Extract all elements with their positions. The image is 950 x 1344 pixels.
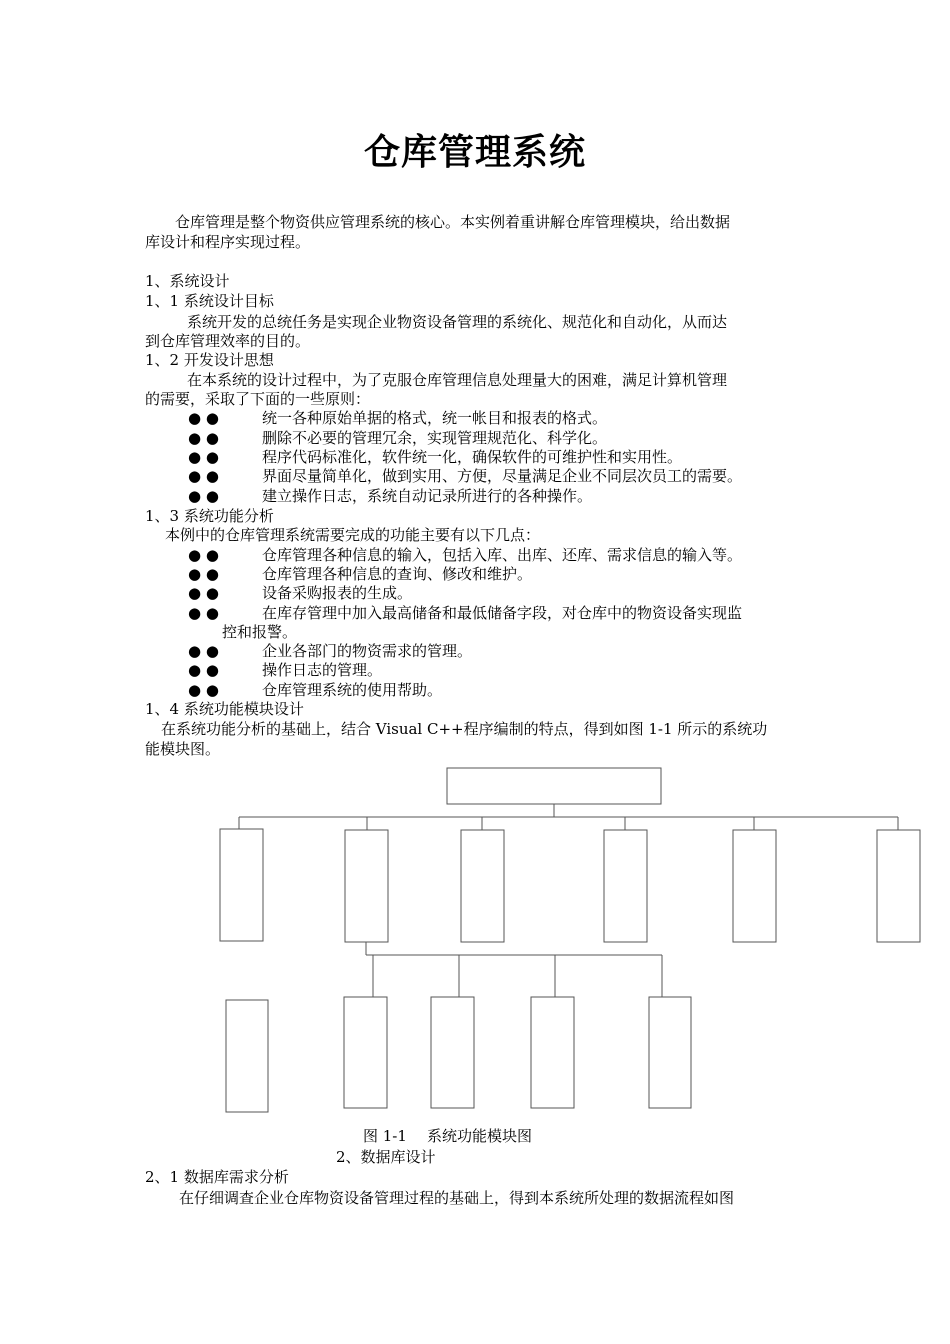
list-item: ● ● 仓库管理各种信息的输入，包括入库、出库、还库、需求信息的输入等。 (188, 546, 743, 564)
list-item: ● ● 操作日志的管理。 (188, 661, 383, 679)
list-item: ● ● 仓库管理系统的使用帮助。 (188, 681, 443, 699)
section-2-1-line-1: 在仔细调查企业仓库物资设备管理过程的基础上，得到本系统所处理的数据流程如图 (179, 1189, 735, 1207)
list-item: ● ● 程序代码标准化，软件统一化，确保软件的可维护性和实用性。 (188, 448, 683, 466)
bullet-icon: ● ● (188, 661, 219, 679)
list-item-continuation: 控和报警。 (222, 623, 298, 641)
diagram-module-box (226, 1000, 268, 1112)
diagram-module-box (877, 830, 920, 942)
diagram-module-box (345, 830, 388, 942)
section-1-heading: 1、系统设计 (145, 272, 230, 290)
diagram-module-box (649, 997, 691, 1108)
section-1-4-heading: 1、4 系统功能模块设计 (145, 700, 304, 718)
list-item: ● ● 在库存管理中加入最高储备和最低储备字段，对仓库中的物资设备实现监 (188, 604, 743, 622)
list-item: ● ● 仓库管理各种信息的查询、修改和维护。 (188, 565, 533, 583)
bullet-icon: ● ● (188, 642, 219, 660)
figure-label: 图 1-1 (363, 1127, 407, 1145)
section-1-2-heading: 1、2 开发设计思想 (145, 351, 274, 369)
list-item: ● ● 删除不必要的管理冗余，实现管理规范化、科学化。 (188, 429, 608, 447)
list-item: ● ● 企业各部门的物资需求的管理。 (188, 642, 473, 660)
bullet-icon: ● ● (188, 429, 219, 447)
section-1-3-intro: 本例中的仓库管理系统需要完成的功能主要有以下几点： (165, 526, 541, 544)
bullet-icon: ● ● (188, 546, 219, 564)
section-2-heading: 2、数据库设计 (336, 1148, 436, 1166)
diagram-module-box (733, 830, 776, 942)
section-1-4-line-1: 在系统功能分析的基础上，结合 Visual C++程序编制的特点，得到如图 1-1 所示的系统功 (161, 720, 768, 738)
figure-caption-text: 系统功能模块图 (426, 1127, 532, 1145)
section-1-1-line-2: 到仓库管理效率的目的。 (145, 332, 311, 350)
section-2-1-heading: 2、1 数据库需求分析 (145, 1168, 289, 1186)
intro-line-1: 仓库管理是整个物资供应管理系统的核心。本实例着重讲解仓库管理模块，给出数据 (175, 213, 731, 231)
diagram-module-box (531, 997, 574, 1108)
diagram-root-box (447, 768, 661, 804)
list-item: ● ● 设备采购报表的生成。 (188, 584, 413, 602)
figure-caption (363, 1127, 532, 1146)
diagram-module-box (431, 997, 474, 1108)
section-1-1-heading: 1、1 系统设计目标 (145, 292, 274, 310)
bullet-icon: ● ● (188, 584, 219, 602)
bullet-icon: ● ● (188, 565, 219, 583)
section-1-3-heading: 1、3 系统功能分析 (145, 507, 274, 525)
list-item: ● ● 建立操作日志，系统自动记录所进行的各种操作。 (188, 487, 593, 505)
intro-line-2: 库设计和程序实现过程。 (145, 233, 311, 251)
bullet-icon: ● ● (188, 448, 219, 466)
diagram-module-box (461, 830, 504, 942)
bullet-icon: ● ● (188, 487, 219, 505)
section-1-4-line-2: 能模块图。 (145, 740, 221, 758)
list-item: ● ● 统一各种原始单据的格式，统一帐目和报表的格式。 (188, 409, 608, 427)
diagram-module-box (604, 830, 647, 942)
bullet-icon: ● ● (188, 409, 219, 427)
bullet-icon: ● ● (188, 604, 219, 622)
list-item: ● ● 界面尽量简单化，做到实用、方便，尽量满足企业不同层次员工的需要。 (188, 467, 743, 485)
document-title: 仓库管理系统 (363, 131, 586, 173)
diagram-module-box (344, 997, 387, 1108)
section-1-2-line-1: 在本系统的设计过程中，为了克服仓库管理信息处理量大的困难，满足计算机管理 (187, 371, 728, 389)
bullet-icon: ● ● (188, 681, 219, 699)
section-1-2-line-2: 的需要，采取了下面的一些原则： (145, 390, 371, 408)
bullet-icon: ● ● (188, 467, 219, 485)
diagram-module-box (220, 829, 263, 941)
section-1-1-line-1: 系统开发的总统任务是实现企业物资设备管理的系统化、规范化和自动化，从而达 (187, 313, 728, 331)
